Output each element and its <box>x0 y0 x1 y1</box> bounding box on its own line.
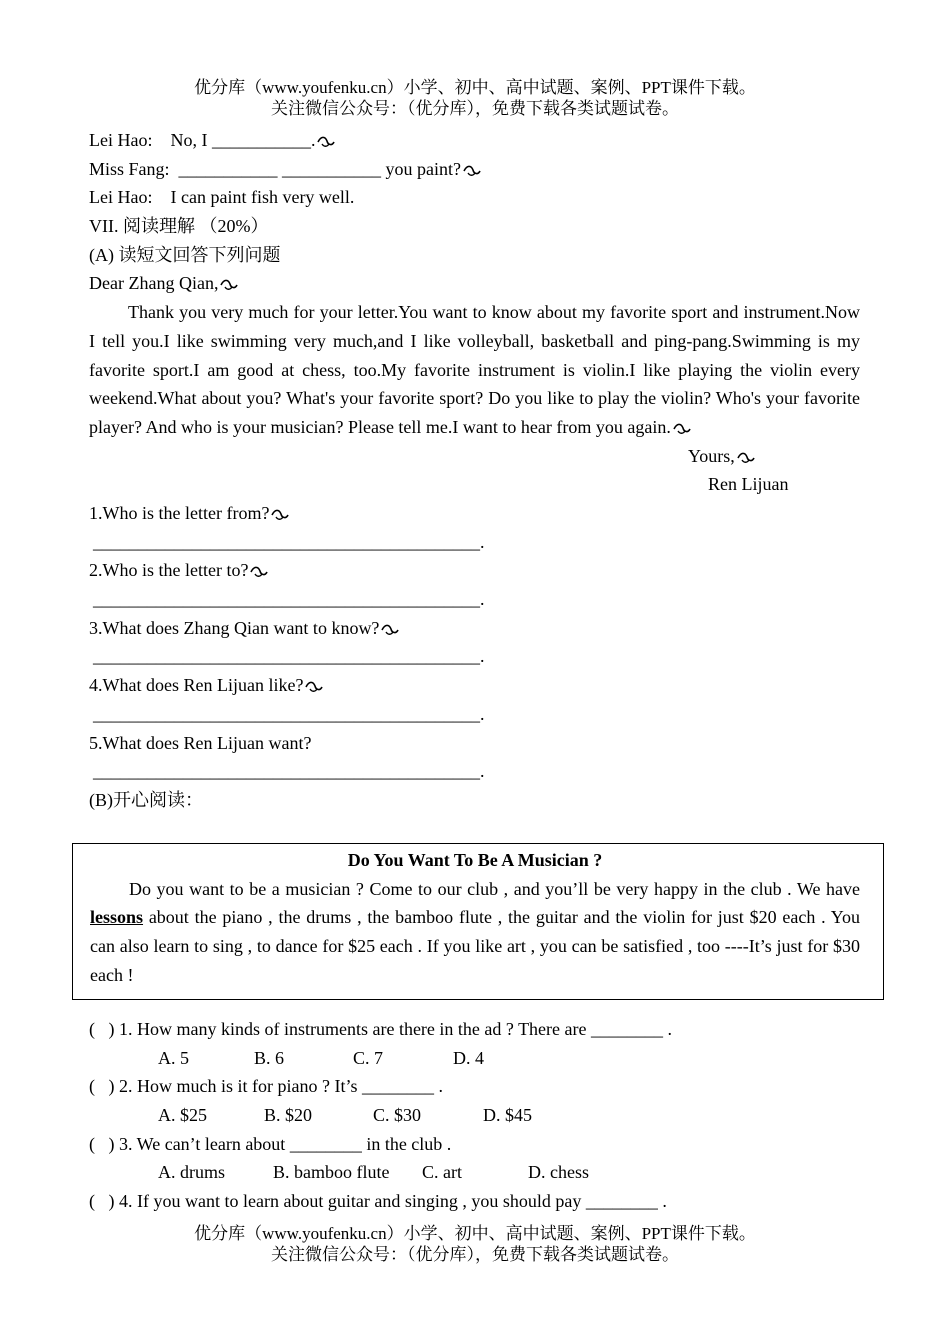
answer-line[interactable]: ___________________________________________. <box>93 589 485 610</box>
letter-greeting <box>89 269 860 298</box>
mc-options <box>89 1101 860 1130</box>
dialogue-speaker: Lei Hao: <box>89 130 153 150</box>
mc-option[interactable]: D. 4 <box>453 1047 484 1068</box>
letter-body-text: Thank you very much for your letter.You want to know about my favorite sport and instrument.Now I tell you.I like swimming very much,and I like volleyball, basketball and ping-pang.Swimming is my favorite sport.I am good at chess, too.My favorite instrument is violin.I like playing the violin every weekend.What about you? What's your favorite sport? Do you like to play the violin? Who's your favorite player? And who is your musician? Please tell me.I want to hear from you again. <box>89 302 860 437</box>
dialogue-text: I can paint fish very well. <box>170 187 355 208</box>
paragraph-mark-icon <box>316 135 336 149</box>
answer-line[interactable]: ___________________________________________. <box>93 646 485 667</box>
closing-text: Yours, <box>688 445 735 466</box>
worksheet-content <box>89 126 860 815</box>
question-text: 1.Who is the letter from? <box>89 503 270 524</box>
mc-option[interactable]: D. chess <box>528 1162 589 1183</box>
paragraph-mark-icon <box>736 451 756 465</box>
question-a-1 <box>89 499 860 556</box>
paragraph-mark-icon <box>380 623 400 637</box>
question-a-2 <box>89 556 860 613</box>
footer-line-1: 优分库（www.youfenku.cn）小学、初中、高中试题、案例、PPT课件下载。 <box>194 1224 756 1243</box>
header-line-2: 关注微信公众号：（优分库），免费下载各类试题试卷。 <box>271 99 679 118</box>
letter-signature: Ren Lijuan <box>708 474 789 495</box>
mc-option[interactable]: A. $25 <box>158 1105 207 1126</box>
mc-question-2 <box>89 1072 860 1129</box>
part-b-title: (B)开心阅读： <box>89 789 203 810</box>
mc-option[interactable]: C. $30 <box>373 1105 422 1126</box>
greeting-text: Dear Zhang Qian, <box>89 273 219 294</box>
mc-question-text: ( ) 4. If you want to learn about guitar and singing , you should pay ________ . <box>89 1191 667 1212</box>
mc-question-4 <box>89 1187 860 1216</box>
dialogue-line-1 <box>89 126 860 155</box>
mc-option[interactable]: C. 7 <box>353 1047 384 1068</box>
footer-line-2: 关注微信公众号：（优分库），免费下载各类试题试卷。 <box>271 1245 679 1264</box>
question-text: 4.What does Ren Lijuan like? <box>89 675 304 696</box>
ad-text <box>90 875 860 990</box>
paragraph-mark-icon <box>304 680 324 694</box>
paragraph-mark-icon <box>672 422 692 436</box>
ad-text-part: Do you want to be a musician ? Come to our club , and you’ll be very happy in the club . We have <box>129 878 860 899</box>
mc-option[interactable]: A. 5 <box>158 1047 189 1068</box>
dialogue-speaker: Lei Hao: <box>89 187 153 208</box>
paragraph-mark-icon <box>270 508 290 522</box>
part-a-title: (A) 读短文回答下列问题 <box>89 244 281 265</box>
mc-question-text: ( ) 3. We can’t learn about ________ in the club . <box>89 1133 452 1154</box>
mc-option[interactable]: A. drums <box>158 1162 225 1183</box>
letter-closing <box>89 442 860 471</box>
answer-line[interactable]: ___________________________________________. <box>93 531 485 552</box>
mc-option[interactable]: C. art <box>422 1162 462 1183</box>
letter-body <box>89 298 860 442</box>
mc-option[interactable]: B. $20 <box>264 1105 313 1126</box>
mc-question-text: ( ) 1. How many kinds of instruments are there in the ad ? There are ________ . <box>89 1019 673 1039</box>
dialogue-text: No, I ___________. <box>170 130 316 150</box>
paragraph-mark-icon <box>249 565 269 579</box>
section-heading: VII. 阅读理解 （20%） <box>89 216 269 237</box>
header-line-1: 优分库（www.youfenku.cn）小学、初中、高中试题、案例、PPT课件下载。 <box>194 78 756 97</box>
dialogue-text: ___________ ___________ you paint? <box>178 158 462 179</box>
mc-option[interactable]: B. bamboo flute <box>273 1162 390 1183</box>
ad-bold-word: lessons <box>90 907 144 928</box>
mc-question-1 <box>89 1015 860 1072</box>
mc-option[interactable]: B. 6 <box>254 1047 285 1068</box>
ad-title: Do You Want To Be A Musician ? <box>347 850 603 870</box>
dialogue-line-3 <box>89 183 860 212</box>
page-header <box>0 77 950 119</box>
paragraph-mark-icon <box>219 278 239 292</box>
answer-line[interactable]: ___________________________________________. <box>93 761 485 782</box>
question-a-5 <box>89 729 860 786</box>
page-footer <box>0 1223 950 1265</box>
dialogue-speaker: Miss Fang: <box>89 158 170 179</box>
mc-question-3 <box>89 1130 860 1187</box>
question-text: 3.What does Zhang Qian want to know? <box>89 617 380 638</box>
mc-option[interactable]: D. $45 <box>483 1105 532 1126</box>
ad-text-part: about the piano , the drums , the bamboo flute , the guitar and the violin for just $20 each . You can also learn to sing , to dance for $25 each . If you like art , you can be satisfied , too ----It’s just for $30 each ! <box>90 907 860 985</box>
advertisement-box <box>72 843 884 1000</box>
question-text: 5.What does Ren Lijuan want? <box>89 732 312 753</box>
mc-question-text: ( ) 2. How much is it for piano ? It’s ________ . <box>89 1076 443 1097</box>
question-a-4 <box>89 671 860 728</box>
mc-options <box>89 1044 860 1073</box>
answer-line[interactable]: ___________________________________________. <box>93 703 485 724</box>
paragraph-mark-icon <box>462 164 482 178</box>
mc-options <box>89 1158 860 1187</box>
question-a-3 <box>89 614 860 671</box>
dialogue-line-2 <box>89 155 860 184</box>
question-text: 2.Who is the letter to? <box>89 560 249 581</box>
